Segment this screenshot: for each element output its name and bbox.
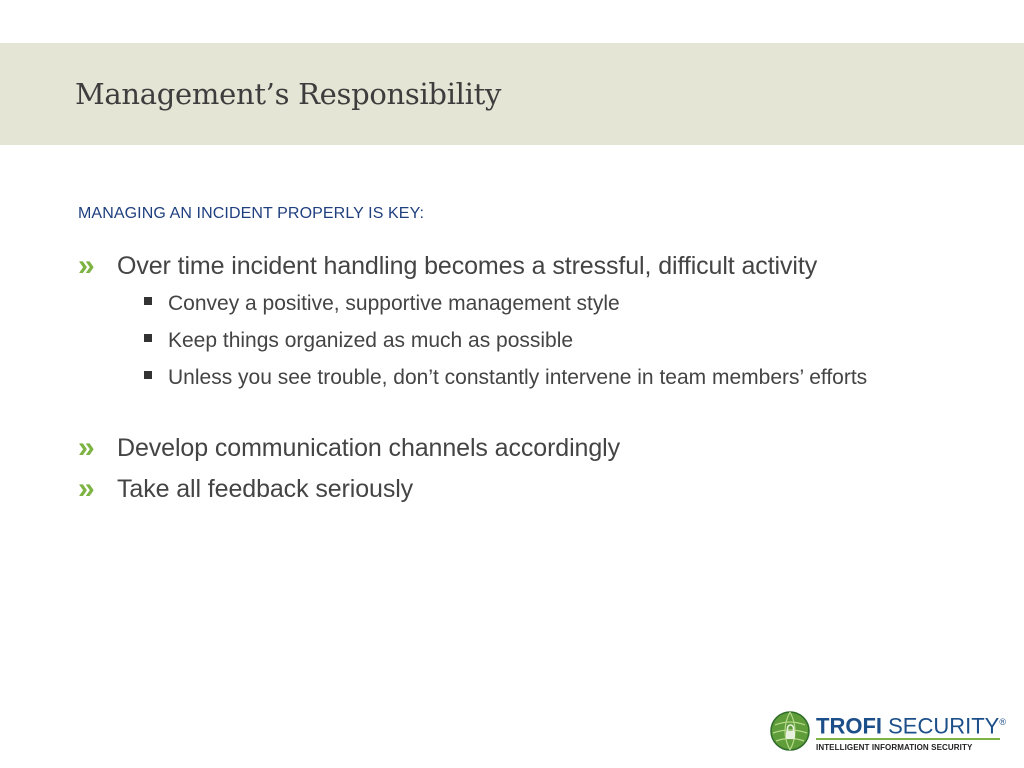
- square-bullet-icon: [144, 371, 152, 379]
- chevron-bullet-icon: »: [78, 431, 95, 464]
- globe-lock-icon: [770, 711, 810, 751]
- sub-bullet-text: Unless you see trouble, don’t constantly intervene in team members’ efforts: [168, 366, 868, 389]
- logo-tagline: INTELLIGENT INFORMATION SECURITY: [816, 743, 973, 752]
- sub-bullet-text: Keep things organized as much as possible: [168, 329, 574, 352]
- section-subheading: MANAGING AN INCIDENT PROPERLY IS KEY:: [78, 205, 425, 222]
- sub-bullet-text: Convey a positive, supportive management style: [168, 292, 620, 315]
- bullet-text: Develop communication channels accordingly: [117, 434, 621, 462]
- chevron-bullet-icon: »: [78, 249, 95, 282]
- square-bullet-icon: [144, 297, 152, 305]
- logo-divider: [816, 738, 1000, 740]
- square-bullet-icon: [144, 334, 152, 342]
- bullet-text: Take all feedback seriously: [117, 475, 414, 503]
- logo-wordmark: TROFI SECURITY®: [816, 713, 1007, 739]
- bullet-text: Over time incident handling becomes a stressful, difficult activity: [117, 252, 818, 280]
- slide-title: Management’s Responsibility: [75, 77, 502, 111]
- chevron-bullet-icon: »: [78, 472, 95, 505]
